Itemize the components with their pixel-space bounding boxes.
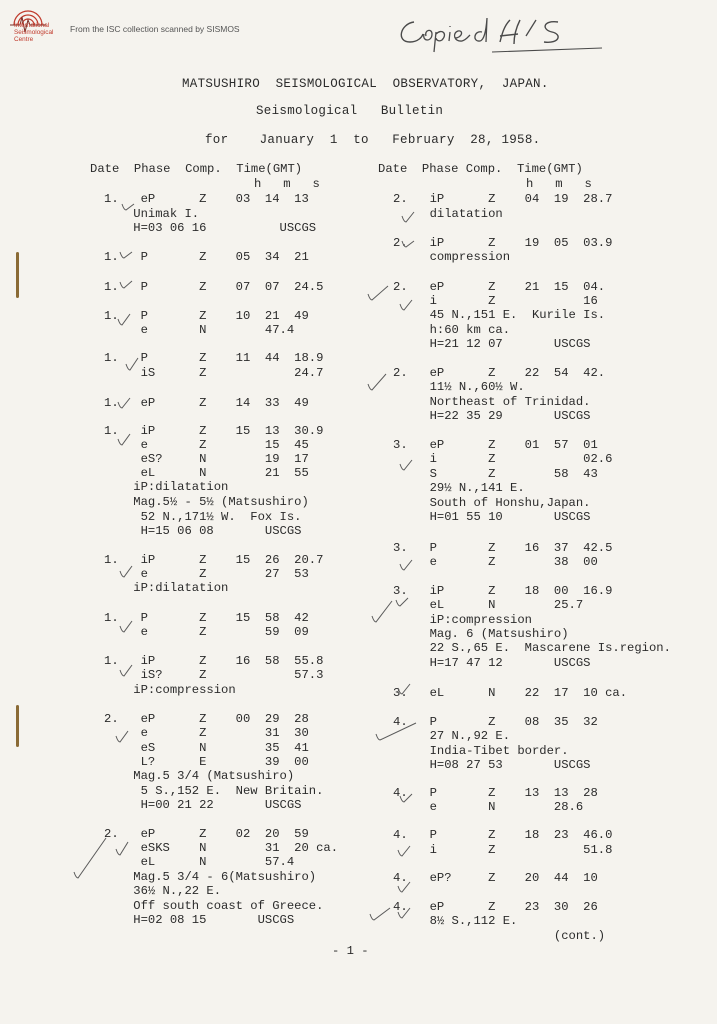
check-mark xyxy=(118,434,130,445)
right-bulletin-line: 3. eL N 22 17 10 ca. xyxy=(393,686,628,700)
right-bulletin-line: e Z 38 00 xyxy=(393,555,598,569)
left-bulletin-line: H=03 06 16 USCGS xyxy=(104,221,317,235)
left-bulletin-line: 1. eP Z 14 33 49 xyxy=(104,396,309,410)
check-mark xyxy=(122,204,134,210)
right-bulletin-line: iP:compression xyxy=(393,613,532,627)
check-mark xyxy=(368,374,386,390)
left-bulletin-line: iS Z 24.7 xyxy=(104,366,324,380)
right-bulletin-line: 4. eP Z 23 30 26 xyxy=(393,900,598,914)
check-mark xyxy=(372,601,392,622)
bulletin-period: for January 1 to February 28, 1958. xyxy=(205,133,541,147)
check-mark xyxy=(126,358,138,370)
observatory-name: MATSUSHIRO SEISMOLOGICAL OBSERVATORY, JAPAN. xyxy=(182,77,549,91)
check-mark xyxy=(400,560,412,570)
left-bulletin-line: 5 S.,152 E. New Britain. xyxy=(104,784,324,798)
left-bulletin-line: 1. P Z 15 58 42 xyxy=(104,611,309,625)
left-bulletin-line: 52 N.,171½ W. Fox Is. xyxy=(104,510,302,524)
check-mark xyxy=(116,731,128,742)
check-mark xyxy=(398,882,410,892)
left-bulletin-line: eL N 57.4 xyxy=(104,855,295,869)
left-column-header: Date Phase Comp. Time(GMT) xyxy=(90,162,303,176)
left-bulletin-line: eSKS N 31 20 ca. xyxy=(104,841,339,855)
right-bulletin-line: H=21 12 07 USCGS xyxy=(393,337,591,351)
left-bulletin-line: Mag.5 3/4 - 6(Matsushiro) xyxy=(104,870,317,884)
right-bulletin-line: 3. P Z 16 37 42.5 xyxy=(393,541,613,555)
check-mark xyxy=(116,842,128,855)
check-mark xyxy=(120,252,132,258)
right-bulletin-line: 4. P Z 13 13 28 xyxy=(393,786,598,800)
right-bulletin-line: S Z 58 43 xyxy=(393,467,598,481)
right-bulletin-line: 2. eP Z 21 15 04. xyxy=(393,280,606,294)
left-bulletin-line: Unimak I. xyxy=(104,207,200,221)
right-bulletin-line: 4. P Z 08 35 32 xyxy=(393,715,598,729)
check-mark xyxy=(402,241,414,247)
right-bulletin-line: Northeast of Trinidad. xyxy=(393,395,591,409)
left-bulletin-line: eS? N 19 17 xyxy=(104,452,309,466)
check-mark xyxy=(118,398,130,408)
left-bulletin-line: 1. iP Z 16 58 55.8 xyxy=(104,654,324,668)
right-bulletin-line: H=17 47 12 USCGS xyxy=(393,656,591,670)
check-mark xyxy=(120,621,132,632)
check-mark xyxy=(398,684,410,694)
left-bulletin-line: Mag.5½ - 5½ (Matsushiro) xyxy=(104,495,309,509)
left-bulletin-line: 36½ N.,22 E. xyxy=(104,884,222,898)
right-bulletin-line: 3. eP Z 01 57 01 xyxy=(393,438,598,452)
isc-org-name: International Seismological Centre xyxy=(14,22,54,43)
left-bulletin-line: e Z 59 09 xyxy=(104,625,309,639)
right-bulletin-line: 3. iP Z 18 00 16.9 xyxy=(393,584,613,598)
left-bulletin-line: 1. iP Z 15 26 20.7 xyxy=(104,553,324,567)
check-mark xyxy=(120,281,132,288)
left-bulletin-line: iP:dilatation xyxy=(104,480,229,494)
right-bulletin-line: H=08 27 53 USCGS xyxy=(393,758,591,772)
right-time-units: h m s xyxy=(526,177,592,191)
page-number: - 1 - xyxy=(332,944,369,958)
check-mark xyxy=(400,460,412,470)
right-bulletin-line: 29½ N.,141 E. xyxy=(393,481,525,495)
right-bulletin-line: i Z 16 xyxy=(393,294,598,308)
check-mark xyxy=(398,846,410,856)
check-mark xyxy=(118,314,130,325)
left-bulletin-line: eS N 35 41 xyxy=(104,741,309,755)
right-bulletin-line: Mag. 6 (Matsushiro) xyxy=(393,627,569,641)
left-bulletin-line: H=15 06 08 USCGS xyxy=(104,524,302,538)
right-bulletin-line: 2. iP Z 19 05 03.9 xyxy=(393,236,613,250)
left-bulletin-line: 2. eP Z 00 29 28 xyxy=(104,712,309,726)
left-bulletin-line: H=02 08 15 USCGS xyxy=(104,913,295,927)
right-bulletin-line: 11½ N.,60½ W. xyxy=(393,380,525,394)
left-bulletin-line: 1. P Z 10 21 49 xyxy=(104,309,309,323)
right-bulletin-line: eL N 25.7 xyxy=(393,598,584,612)
check-mark xyxy=(402,212,414,222)
right-bulletin-line: H=01 55 10 USCGS xyxy=(393,510,591,524)
right-bulletin-line: 4. P Z 18 23 46.0 xyxy=(393,828,613,842)
check-mark xyxy=(400,300,412,310)
left-bulletin-line: L? E 39 00 xyxy=(104,755,309,769)
left-bulletin-line: 1. iP Z 15 13 30.9 xyxy=(104,424,324,438)
left-bulletin-line: 1. eP Z 03 14 13 xyxy=(104,192,309,206)
left-bulletin-line: iS? Z 57.3 xyxy=(104,668,324,682)
check-mark xyxy=(120,665,132,676)
check-mark xyxy=(370,908,390,920)
right-bulletin-line: compression xyxy=(393,250,511,264)
left-bulletin-line: e Z 31 30 xyxy=(104,726,309,740)
right-bulletin-line: 22 S.,65 E. Mascarene Is.region. xyxy=(393,641,671,655)
left-bulletin-line: Mag.5 3/4 (Matsushiro) xyxy=(104,769,295,783)
right-bulletin-line: H=22 35 29 USCGS xyxy=(393,409,591,423)
left-bulletin-line: 1. P Z 05 34 21 xyxy=(104,250,309,264)
left-bulletin-line: iP:dilatation xyxy=(104,581,229,595)
right-bulletin-line: India-Tibet border. xyxy=(393,744,569,758)
left-bulletin-line: eL N 21 55 xyxy=(104,466,309,480)
right-bulletin-line: 45 N.,151 E. Kurile Is. xyxy=(393,308,606,322)
check-mark xyxy=(398,908,410,918)
check-mark xyxy=(74,838,106,878)
right-bulletin-line: 8½ S.,112 E. xyxy=(393,914,518,928)
right-bulletin-line: 2. eP Z 22 54 42. xyxy=(393,366,606,380)
left-bulletin-line: Off south coast of Greece. xyxy=(104,899,324,913)
left-bulletin-line: 1. P Z 11 44 18.9 xyxy=(104,351,324,365)
right-bulletin-line: dilatation xyxy=(393,207,503,221)
left-bulletin-line: 1. P Z 07 07 24.5 xyxy=(104,280,324,294)
right-bulletin-line: 27 N.,92 E. xyxy=(393,729,511,743)
right-bulletin-line: (cont.) xyxy=(393,929,606,943)
left-bulletin-line: 2. eP Z 02 20 59 xyxy=(104,827,309,841)
right-bulletin-line: 4. eP? Z 20 44 10 xyxy=(393,871,598,885)
right-bulletin-line: 2. iP Z 04 19 28.7 xyxy=(393,192,613,206)
bulletin-title: Seismological Bulletin xyxy=(256,104,444,118)
left-bulletin-line: e Z 15 45 xyxy=(104,438,309,452)
right-bulletin-line: e N 28.6 xyxy=(393,800,584,814)
right-bulletin-line: i Z 02.6 xyxy=(393,452,613,466)
right-column-header: Date Phase Comp. Time(GMT) xyxy=(378,162,583,176)
right-bulletin-line: South of Honshu,Japan. xyxy=(393,496,591,510)
left-bulletin-line: H=00 21 22 USCGS xyxy=(104,798,302,812)
check-mark xyxy=(376,723,416,740)
scan-source-note: From the ISC collection scanned by SISMOS xyxy=(70,24,240,34)
left-bulletin-line: iP:compression xyxy=(104,683,236,697)
check-mark xyxy=(120,566,132,577)
left-bulletin-line: e N 47.4 xyxy=(104,323,295,337)
right-bulletin-line: i Z 51.8 xyxy=(393,843,613,857)
check-mark xyxy=(400,794,412,802)
check-mark xyxy=(396,598,408,606)
right-bulletin-line: h:60 km ca. xyxy=(393,323,511,337)
left-time-units: h m s xyxy=(254,177,320,191)
check-mark xyxy=(368,286,388,300)
left-bulletin-line: e Z 27 53 xyxy=(104,567,309,581)
